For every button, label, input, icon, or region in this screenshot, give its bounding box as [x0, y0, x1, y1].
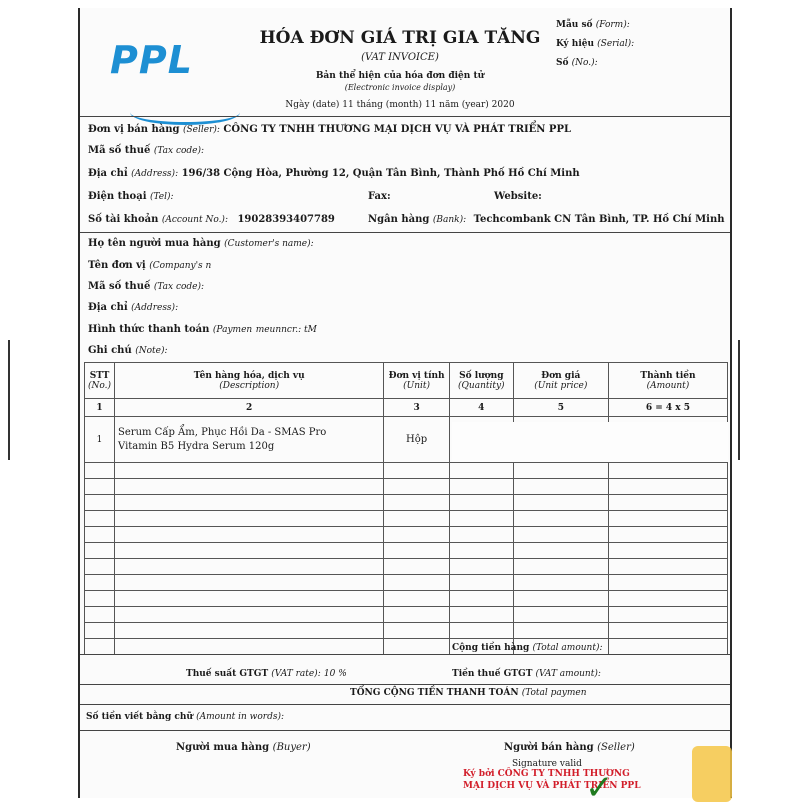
header-cell: Số lượng (Quantity) [449, 363, 513, 399]
seller-name-row [88, 124, 571, 135]
buyer-company-label: Tên đơn vị [88, 260, 146, 271]
seller-account-label: Số tài khoản [88, 214, 159, 225]
seller-phone-label-en: (Tel): [149, 192, 174, 202]
divider [80, 704, 730, 705]
display-note-en: (Electronic invoice display) [344, 83, 456, 92]
vat-rate-label-en: (VAT rate): [271, 669, 321, 679]
buyer-sign-label: Người mua hàng [176, 742, 270, 753]
seller-address-label-en: (Address): [131, 169, 179, 179]
buyer-address-label-en: (Address): [131, 303, 179, 313]
seller-bank-label-en: (Bank): [432, 215, 467, 225]
table-row [85, 527, 728, 543]
table-row [85, 575, 728, 591]
signed-by-line2: MẠI DỊCH VỤ VÀ PHÁT TRIỂN PPL [463, 781, 641, 791]
seller-fax: Fax: [368, 191, 391, 202]
seller-sign-label-en: (Seller) [597, 742, 635, 753]
divider [80, 730, 730, 731]
no-label-en: (No.): [571, 58, 598, 68]
seller-phone-row [88, 191, 174, 202]
item-no: 1 [85, 417, 115, 463]
buyer-note-label: Ghi chú [88, 345, 132, 356]
buyer-tax-label: Mã số thuế [88, 281, 151, 292]
serial-label: Ký hiệu [556, 39, 595, 49]
buyer-signature [176, 742, 311, 753]
col-number: 2 [115, 399, 384, 417]
buyer-note-label-en: (Note): [135, 346, 168, 356]
table-row [85, 511, 728, 527]
invoice-number [556, 58, 598, 68]
seller-account-row [88, 214, 335, 225]
table-row [85, 479, 728, 495]
no-label: Số [556, 58, 569, 68]
vat-amount-label-en: (VAT amount): [535, 669, 601, 679]
seller-name-label: Đơn vị bán hàng [88, 124, 180, 135]
column-number-row [85, 399, 728, 417]
table-row [85, 607, 728, 623]
invoice-title-en: (VAT INVOICE) [361, 52, 439, 63]
grand-total-label: TỔNG CỘNG TIỀN THANH TOÁN [350, 688, 519, 698]
display-note: Bản thể hiện của hóa đơn điện tử [315, 71, 485, 81]
vat-rate-label: Thuế suất GTGT [186, 669, 269, 679]
item-description: Serum Cấp Ẩm, Phục Hồi Da - SMAS Pro Vitamin B5 Hydra Serum 120g [115, 417, 384, 463]
seller-account-label-en: (Account No.): [161, 215, 228, 225]
col-number: 1 [85, 399, 115, 417]
item-unit: Hộp [384, 417, 450, 463]
logo-text: PPL [110, 38, 193, 82]
vat-amount-row [452, 669, 601, 679]
form-label: Mẫu số [556, 20, 593, 30]
brand-watermark-icon [692, 746, 732, 802]
signed-by-stamp [463, 768, 641, 792]
seller-bank: Techcombank CN Tân Bình, TP. Hồ Chí Minh [473, 214, 725, 225]
seller-tax-label-en: (Tax code): [153, 146, 205, 156]
seller-phone-label: Điện thoại [88, 191, 147, 202]
col-number: 3 [384, 399, 450, 417]
form-number [556, 20, 630, 30]
items-table [84, 362, 728, 655]
buyer-tax-label-en: (Tax code): [153, 282, 205, 292]
serial-label-en: (Serial): [597, 39, 635, 49]
seller-bank-label: Ngân hàng [368, 214, 430, 225]
seller-address-label: Địa chỉ [88, 168, 128, 179]
form-label-en: (Form): [595, 20, 630, 30]
grand-total-label-en: (Total paymen [521, 688, 587, 698]
words-label: Số tiền viết bằng chữ [86, 712, 193, 722]
buyer-address-row [88, 302, 178, 313]
header-cell: Đơn vị tính (Unit) [384, 363, 450, 399]
vat-rate: 10 % [323, 669, 347, 679]
divider [80, 654, 730, 655]
buyer-payment-label: Hình thức thanh toán [88, 324, 210, 335]
invoice-date: Ngày (date) 11 tháng (month) 11 năm (year) 2020 [285, 100, 515, 110]
seller-address-row [88, 168, 580, 179]
logo-swoosh-icon [130, 100, 240, 125]
total-label: Cộng tiền hàng [452, 643, 530, 653]
seller-account: 19028393407789 [237, 214, 335, 225]
col-number: 4 [449, 399, 513, 417]
buyer-sign-label-en: (Buyer) [272, 742, 311, 753]
header-cell: Tên hàng hóa, dịch vụ (Description) [115, 363, 384, 399]
buyer-address-label: Địa chỉ [88, 302, 128, 313]
seller-name-label-en: (Seller): [182, 125, 220, 135]
invoice-title-block [250, 28, 550, 110]
invoice-title: HÓA ĐƠN GIÁ TRỊ GIA TĂNG [259, 28, 541, 48]
divider [80, 232, 730, 233]
vat-rate-row [186, 669, 347, 679]
buyer-note-row [88, 345, 168, 356]
invoice-sheet [78, 8, 732, 808]
buyer-payment-label-en: (Paymen [212, 325, 253, 335]
buyer-name-label: Họ tên người mua hàng [88, 238, 221, 249]
vat-amount-label: Tiền thuế GTGT [452, 669, 533, 679]
table-row [85, 463, 728, 479]
buyer-name-row [88, 238, 314, 249]
total-label-en: (Total amount): [532, 643, 603, 653]
seller-name: CÔNG TY TNHH THƯƠNG MẠI DỊCH VỤ VÀ PHÁT TRIỂN PPL [223, 124, 571, 135]
col-number: 6 = 4 x 5 [608, 399, 727, 417]
header-cell: STT (No.) [85, 363, 115, 399]
buyer-tax-row [88, 281, 204, 292]
table-row [85, 495, 728, 511]
divider [80, 684, 730, 685]
header-cell: Đơn giá (Unit price) [513, 363, 608, 399]
table-row [85, 623, 728, 639]
table-row [85, 639, 728, 655]
check-mark-icon: ✓ [585, 768, 614, 808]
buyer-payment-row [88, 324, 317, 335]
seller-sign-label: Người bán hàng [504, 742, 594, 753]
seller-website: Website: [494, 191, 542, 202]
words-label-en: (Amount in words): [196, 712, 285, 722]
serial-number [556, 39, 634, 49]
seller-tax-row [88, 145, 204, 156]
table-row [85, 543, 728, 559]
seller-signature [504, 742, 635, 753]
header-cell: Thành tiền (Amount) [608, 363, 727, 399]
grand-total-row [350, 688, 587, 698]
seller-address: 196/38 Cộng Hòa, Phường 12, Quận Tân Bình, Thành Phố Hồ Chí Minh [181, 168, 580, 179]
right-edge-mark [738, 340, 740, 460]
table-row [85, 591, 728, 607]
buyer-company-row [88, 260, 211, 271]
table-header-row [85, 363, 728, 399]
table-row [85, 559, 728, 575]
signed-by-line1: Ký bởi CÔNG TY TNHH THƯƠNG [463, 769, 630, 779]
seller-tax-label: Mã số thuế [88, 145, 151, 156]
total-amount-row [452, 643, 603, 653]
buyer-payment-value: meunncr.: tM [255, 325, 317, 335]
divider [80, 116, 730, 117]
left-edge-mark [8, 340, 10, 460]
amount-in-words-row [86, 712, 284, 722]
redacted-area [452, 422, 728, 462]
buyer-name-label-en: (Customer's name): [224, 239, 314, 249]
seller-bank-row [368, 214, 725, 225]
signature-valid-text: Signature valid [512, 759, 582, 769]
col-number: 5 [513, 399, 608, 417]
buyer-company-label-en: (Company's n [149, 261, 212, 271]
